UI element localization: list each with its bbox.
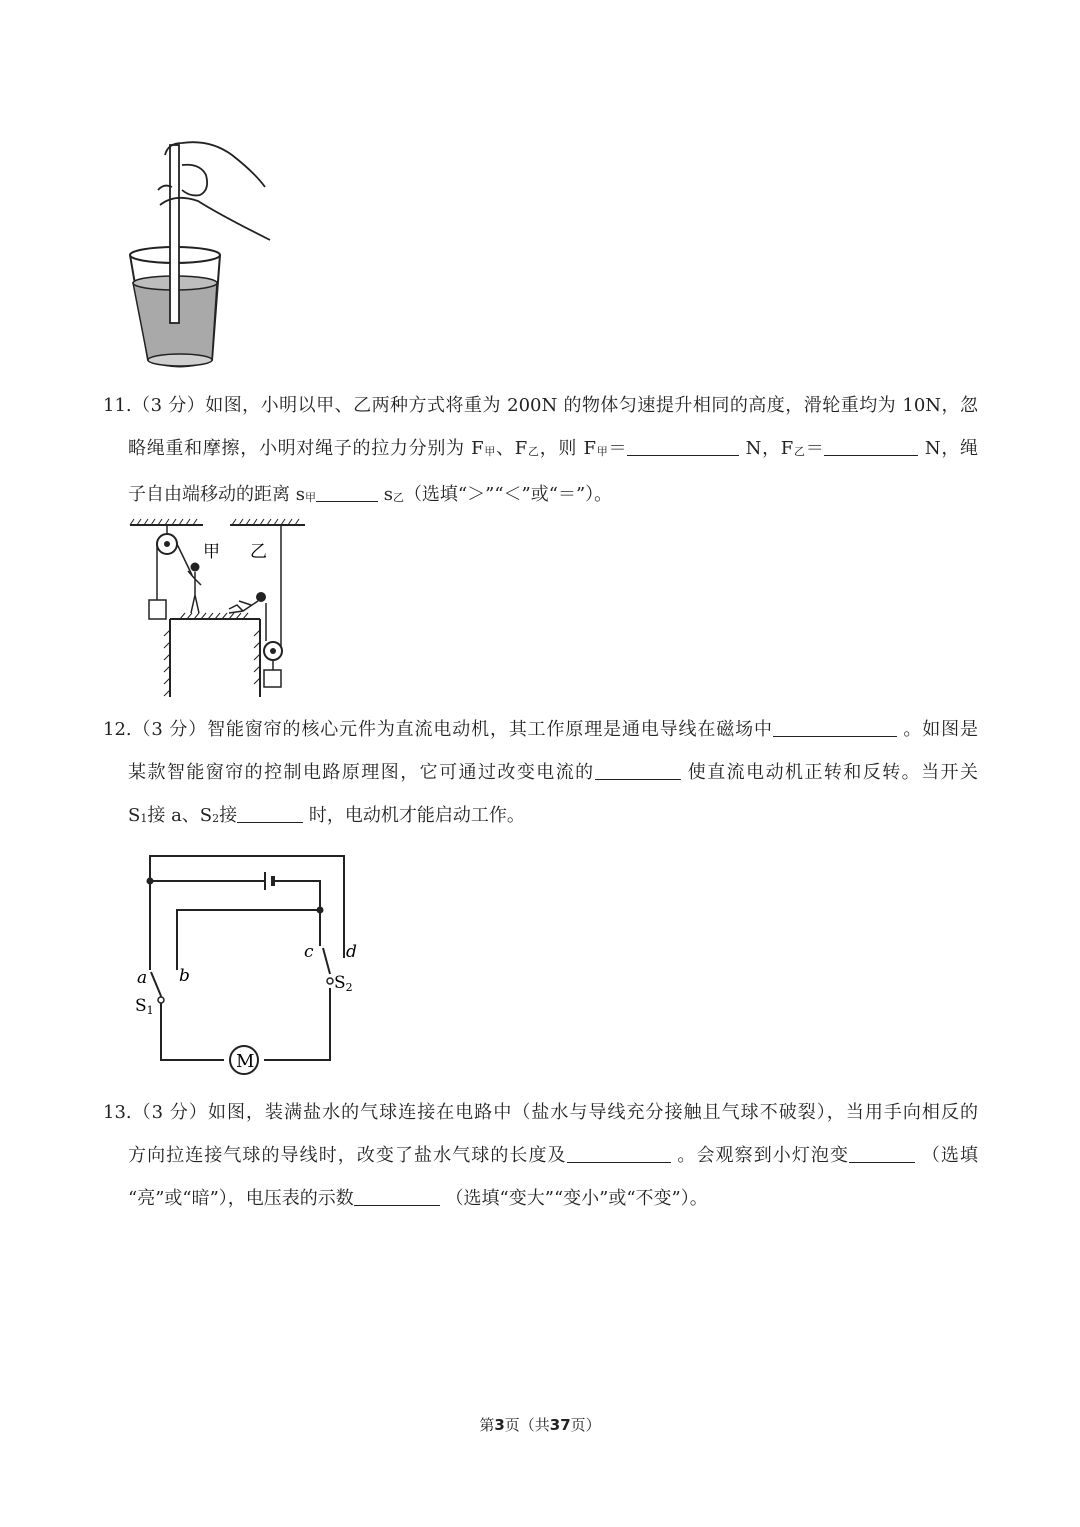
terminal-c: c	[304, 942, 314, 962]
terminal-d: d	[346, 942, 357, 962]
label-jia: 甲	[203, 542, 220, 562]
terminal-b: b	[179, 966, 190, 986]
switch-s1-label: S1	[135, 996, 154, 1017]
question-13: 13.（3 分）如图，装满盐水的气球连接在电路中（盐水与导线充分接触且气球不破裂），当用手向相反的 方向拉连接气球的导线时，改变了盐水气球的长度及 。会观察到小灯泡变 （选填 “亮”或“暗”），电压表的示数 （选填“变大”“变小”或“不变”）。	[103, 1102, 978, 1209]
page-total: 37	[549, 1416, 571, 1434]
answer-blank-brightness	[849, 1142, 915, 1163]
answer-blank-voltmeter	[354, 1185, 440, 1206]
label-yi: 乙	[250, 542, 267, 562]
answer-blank-s-compare	[316, 481, 378, 502]
answer-blank-f-jia	[627, 435, 739, 456]
pulley-figure	[125, 515, 315, 700]
answer-blank-principle	[773, 716, 897, 737]
page-footer: 第3页（共37页）	[479, 1416, 601, 1434]
switch-s2-label: S2	[334, 973, 353, 994]
answer-blank-cross-section	[567, 1142, 671, 1163]
page-number: 3	[494, 1416, 505, 1434]
answer-blank-s2	[237, 802, 303, 823]
answer-blank-f-yi	[824, 435, 918, 456]
motor-label: M	[236, 1051, 255, 1072]
straw-cup-figure	[120, 135, 280, 375]
terminal-a: a	[137, 968, 148, 988]
question-12: 12.（3 分）智能窗帘的核心元件为直流电动机，其工作原理是通电导线在磁场中 。如图是 某款智能窗帘的控制电路原理图，它可通过改变电流的 使直流电动机正转和反转。当开关 $S_1$接 a、$S_2$接 时，电动机才能启动工作。	[103, 708, 978, 840]
answer-blank-current	[595, 759, 681, 780]
circuit-diagram	[125, 848, 365, 1080]
question-11: 11.（3 分）如图，小明以甲、乙两种方式将重为 200N 的物体匀速提升相同的高度，滑轮重均为 10N，忽 略绳重和摩擦，小明对绳子的拉力分别为 $F_甲$、$F_乙$，则 $F_甲= N$，$F_乙= N$，绳 子自由端移动的距离 $s_甲$ $s_乙$（选填“＞”“＜”或“＝”）。	[103, 395, 979, 505]
